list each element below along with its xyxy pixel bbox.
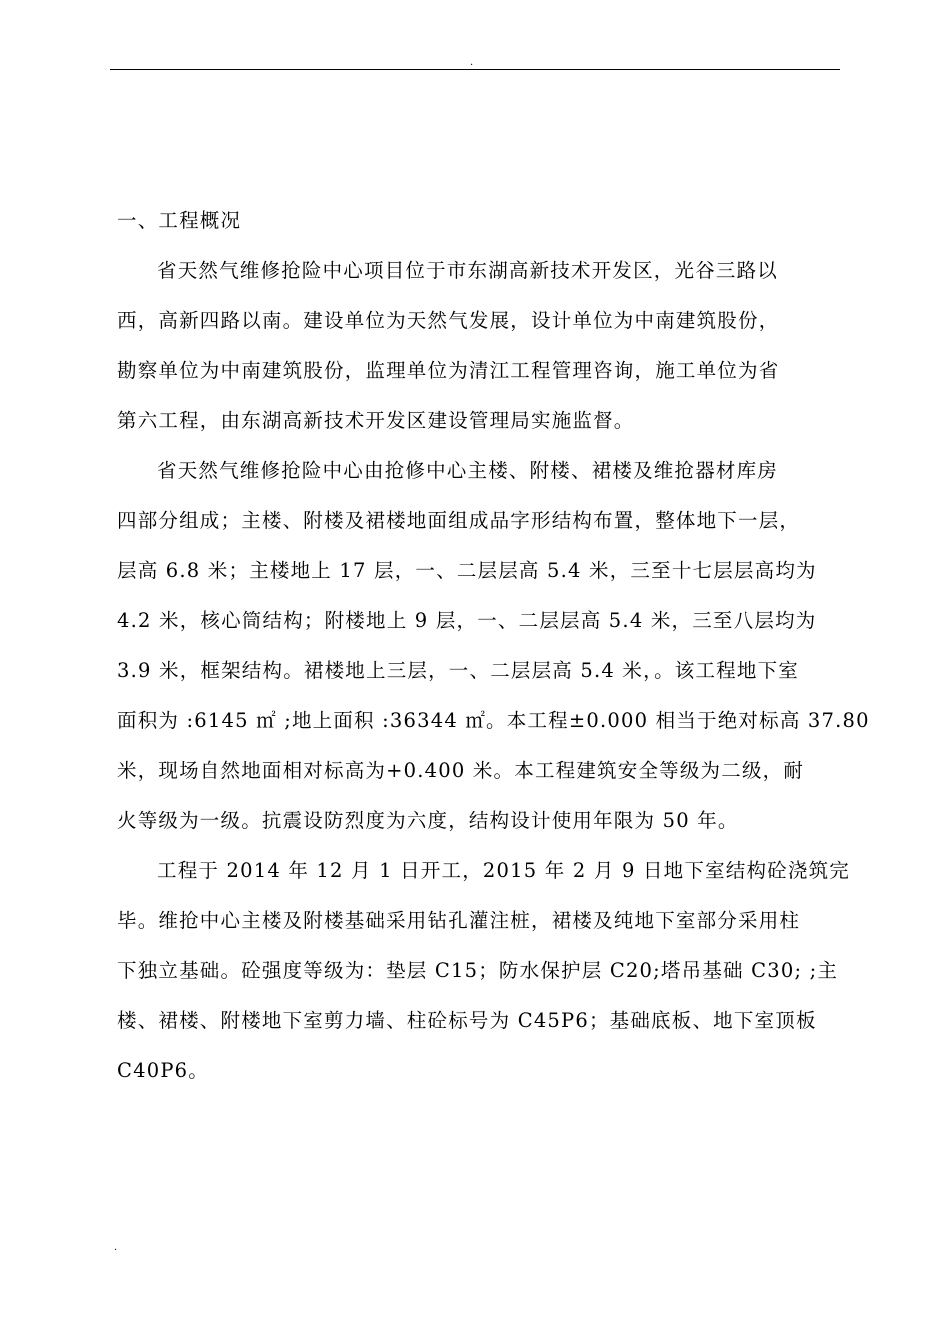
paragraph-line: 3.9 米，框架结构。裙楼地上三层，一、二层层高 5.4 米，。该工程地下室 bbox=[117, 659, 799, 682]
paragraph-line: 米，现场自然地面相对标高为+0.400 米。本工程建筑安全等级为二级，耐 bbox=[117, 759, 805, 782]
paragraph-line: 省天然气维修抢险中心由抢修中心主楼、附楼、裙楼及维抢器材库房 bbox=[157, 459, 779, 482]
paragraph-line: 勘察单位为中南建筑股份，监理单位为清江工程管理咨询，施工单位为省 bbox=[117, 359, 780, 382]
paragraph-line: 层高 6.8 米；主楼地上 17 层，一、二层层高 5.4 米，三至十七层层高均为 bbox=[117, 559, 817, 582]
paragraph-line: 西，高新四路以南。建设单位为天然气发展，设计单位为中南建筑股份， bbox=[117, 309, 780, 332]
paragraph-line: 4.2 米，核心筒结构；附楼地上 9 层，一、二层层高 5.4 米，三至八层均为 bbox=[117, 609, 817, 632]
paragraph-construction-progress bbox=[117, 846, 850, 1096]
header-rule bbox=[110, 69, 840, 70]
section-heading: 一、工程概况 bbox=[117, 209, 242, 232]
paragraph-line: 第六工程，由东湖高新技术开发区建设管理局实施监督。 bbox=[117, 409, 635, 432]
paragraph-building-composition bbox=[117, 446, 870, 846]
document-body bbox=[117, 196, 870, 1096]
paragraph-line: 楼、裙楼、附楼地下室剪力墙、柱砼标号为 C45P6；基础底板、地下室顶板 bbox=[117, 1009, 817, 1032]
paragraph-line: C40P6。 bbox=[117, 1059, 209, 1082]
paragraph-line: 四部分组成；主楼、附楼及裙楼地面组成品字形结构布置，整体地下一层， bbox=[117, 509, 801, 532]
paragraph-line: 面积为 :6145 ㎡ ;地上面积 :36344 ㎡。本工程±0.000 相当于绝对标高 37.80 bbox=[117, 709, 870, 732]
paragraph-line: 毕。维抢中心主楼及附楼基础采用钻孔灌注桩，裙楼及纯地下室部分采用柱 bbox=[117, 909, 801, 932]
paragraph-line: 工程于 2014 年 12 月 1 日开工，2015 年 2 月 9 日地下室结构砼浇筑完 bbox=[157, 859, 850, 882]
footer-dot: . bbox=[114, 1242, 118, 1253]
paragraph-line: 省天然气维修抢险中心项目位于市东湖高新技术开发区，光谷三路以 bbox=[157, 259, 779, 282]
paragraph-line: 火等级为一级。抗震设防烈度为六度，结构设计使用年限为 50 年。 bbox=[117, 809, 739, 832]
paragraph-project-location bbox=[117, 246, 837, 446]
paragraph-line: 下独立基础。砼强度等级为：垫层 C15；防水保护层 C20;塔吊基础 C30; ;主 bbox=[117, 959, 839, 982]
header-dot: . bbox=[470, 57, 474, 68]
